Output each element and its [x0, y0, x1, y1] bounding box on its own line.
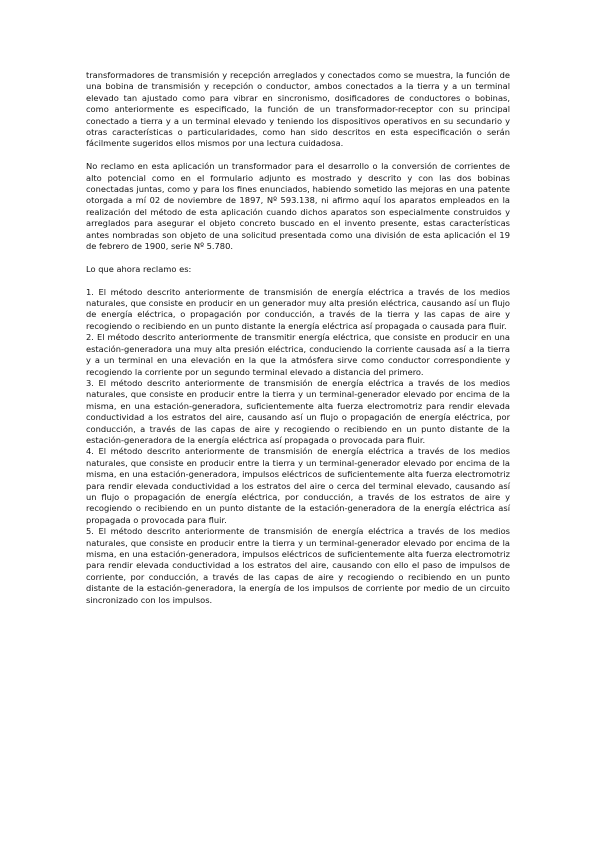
claim-item: 3. El método descrito anteriormente de transmisión de energía eléctrica a través de los medios naturales, que consiste en producir entre la tierra y un terminal-generador elevado por encima de la misma, en una estación-generadora, suficientemente alta fuerza electromotriz para rendir elevada conductividad a los estratos del aire, causando así un flujo o propagación de energía eléctrica, por conducción, a través de las capas de aire y recogiendo o recibiendo en un punto distante de la estación-generadora de la energía eléctrica así propagada o provocada para fluir.: [86, 377, 510, 445]
paragraph-spacer: [86, 150, 510, 161]
claims-list: [86, 287, 510, 606]
claim-item: 5. El método descrito anteriormente de transmisión de energía eléctrica a través de los medios naturales, que consiste en producir entre la tierra y un terminal-generador elevado por encima de la misma, en una estación-generadora, impulsos eléctricos de suficientemente alta fuerza electromotriz para rendir elevada conductividad a los estratos del aire, causando con ello el paso de impulsos de corriente, por conducción, a través de las capas de aire y recogiendo o recibiendo en un punto distante de la estación-generadora, la energía de los impulsos de corriente por medio de un circuito sincronizado con los impulsos.: [86, 526, 510, 605]
paragraph-spacer: [86, 252, 510, 263]
intro-paragraph: transformadores de transmisión y recepción arreglados y conectados como se muestra, la función de una bobina de transmisión y recepción o conductor, ambos conectados a la tierra y a un terminal elevado tan ajustado como para vibrar en sincronismo, dosificadores de conductores o bobinas, como anteriormente es especificado, la función de un transformador-receptor con su principal conectado a tierra y a un terminal elevado y teniendo los dispositivos operativos en su secundario y otras características o particularidades, como han sido descritos en esta especificación o serán fácilmente sugeridos ellos mismos por una lectura cuidadosa.: [86, 70, 510, 149]
claim-item: 2. El método descrito anteriormente de transmitir energía eléctrica, que consiste en producir en una estación-generadora una muy alta presión eléctrica, conduciendo la corriente causada así a la tierra y a un terminal en una elevación en la que la atmósfera sirve como conductor correspondiente y recogiendo la corriente por un segundo terminal elevado a distancia del primero.: [86, 332, 510, 377]
paragraph-spacer: [86, 275, 510, 286]
disclaimer-paragraph: No reclamo en esta aplicación un transformador para el desarrollo o la conversión de corrientes de alto potencial como en el formulario adjunto es mostrado y descrito y con las dos bobinas conectadas juntas, como y para los fines enunciados, habiendo sometido las mejoras en una patente otorgada a mí 02 de noviembre de 1897, Nº 593.138, ni afirmo aquí los aparatos empleados en la realización del método de esta aplicación cuando dichos aparatos son especialmente construidos y arreglados para asegurar el objeto concreto buscado en el invento presente, estas características antes nombradas son objeto de una solicitud presentada como una división de esta aplicación el 19 de febrero de 1900, serie Nº 5.780.: [86, 161, 510, 252]
claim-item: 4. El método descrito anteriormente de transmisión de energía eléctrica a través de los medios naturales, que consiste en producir entre la tierra y un terminal-generador elevado por encima de la misma, en una estación-generadora, impulsos eléctricos de suficientemente alta fuerza electromotriz para rendir elevada conductividad a los estratos del aire o cerca del terminal elevado, causando así un flujo o propagación de energía eléctrica, por conducción, a través de los estratos de aire y recogiendo o recibiendo en un punto distante de la estación-generadora de la energía eléctrica así propagada o provocada para fluir.: [86, 446, 510, 525]
document-page: [86, 70, 510, 606]
claims-intro: Lo que ahora reclamo es:: [86, 263, 192, 274]
claim-item: 1. El método descrito anteriormente de transmisión de energía eléctrica a través de los medios naturales, que consiste en producir en un generador muy alta presión eléctrica, causando así un flujo de energía eléctrica, o propagación por conducción, a través de la tierra y las capas de aire y recogiendo o recibiendo en un punto distante la energía eléctrica así propagada o causada para fluir.: [86, 286, 510, 331]
